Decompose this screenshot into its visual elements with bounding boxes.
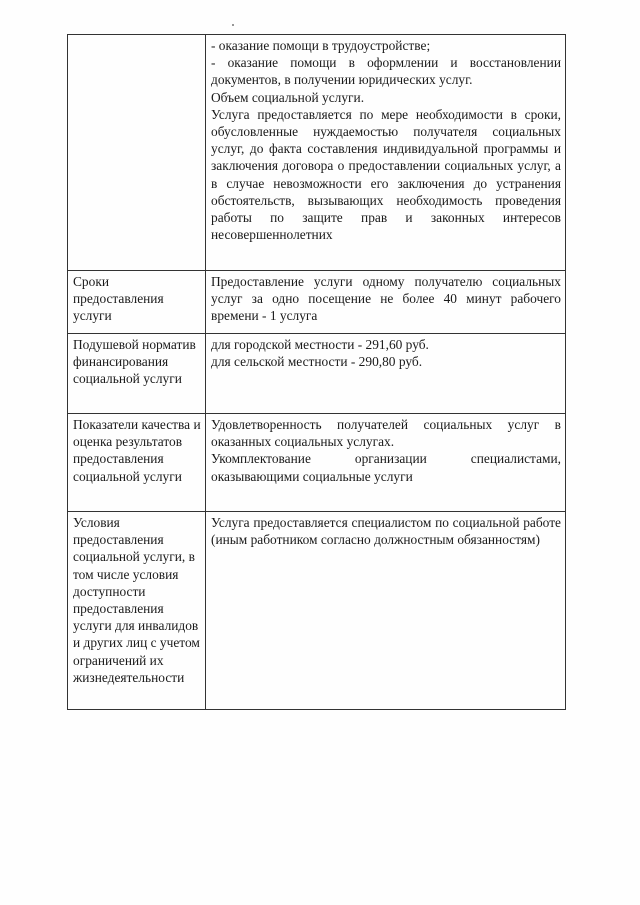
row-label: Показатели качества и оценка результатов предоставления социальной услуги <box>68 414 206 512</box>
row-content <box>206 35 566 271</box>
table-row <box>68 35 566 271</box>
content-line: Услуга предоставляется специалистом по социальной работе (иным работником согласно должностным обязанностям) <box>211 515 561 548</box>
row-content <box>206 334 566 414</box>
table-row <box>68 271 566 334</box>
content-line: для сельской местности - 290,80 руб. <box>211 354 423 370</box>
scan-speck <box>232 24 234 26</box>
content-line: - оказание помощи в трудоустройстве; <box>211 38 431 53</box>
content-line: Укомплектование организации специалистами, оказывающими социальные услуги <box>211 451 561 484</box>
content-line: Удовлетворенность получателей социальных услуг в оказанных социальных услугах. <box>211 417 561 450</box>
row-label: Условия предоставления социальной услуги, в том числе условия доступности предоставления услуги для инвалидов и других лиц с учетом ограничений их жизнедеятельности <box>68 512 206 710</box>
table-row <box>68 512 566 710</box>
content-line: Объем социальной услуги. <box>211 89 365 105</box>
content-line: Услуга предоставляется по мере необходимости в сроки, обусловленные нуждаемостью получателя социальных услуг, до факта составления индивидуальной программы и заключения договора о предоставлении социальных услуг, а в случае невозможности его заключения до устранения обстоятельств, вызывающих необходимость проведения работы по защите прав и законных интересов несовершеннолетних <box>211 106 561 243</box>
content-line: для городской местности - 291,60 руб. <box>211 337 429 352</box>
table-row <box>68 334 566 414</box>
service-table <box>67 34 566 710</box>
row-label: Сроки предоставления услуги <box>68 271 206 334</box>
row-content <box>206 512 566 710</box>
table-row <box>68 414 566 512</box>
content-line: - оказание помощи в оформлении и восстановлении документов, в получении юридических услуг. <box>211 55 561 88</box>
row-content <box>206 271 566 334</box>
row-content <box>206 414 566 512</box>
content-line: Предоставление услуги одному получателю социальных услуг за одно посещение не более 40 минут рабочего времени - 1 услуга <box>211 274 561 324</box>
row-label <box>68 35 206 271</box>
row-label: Подушевой норматив финансирования социальной услуги <box>68 334 206 414</box>
